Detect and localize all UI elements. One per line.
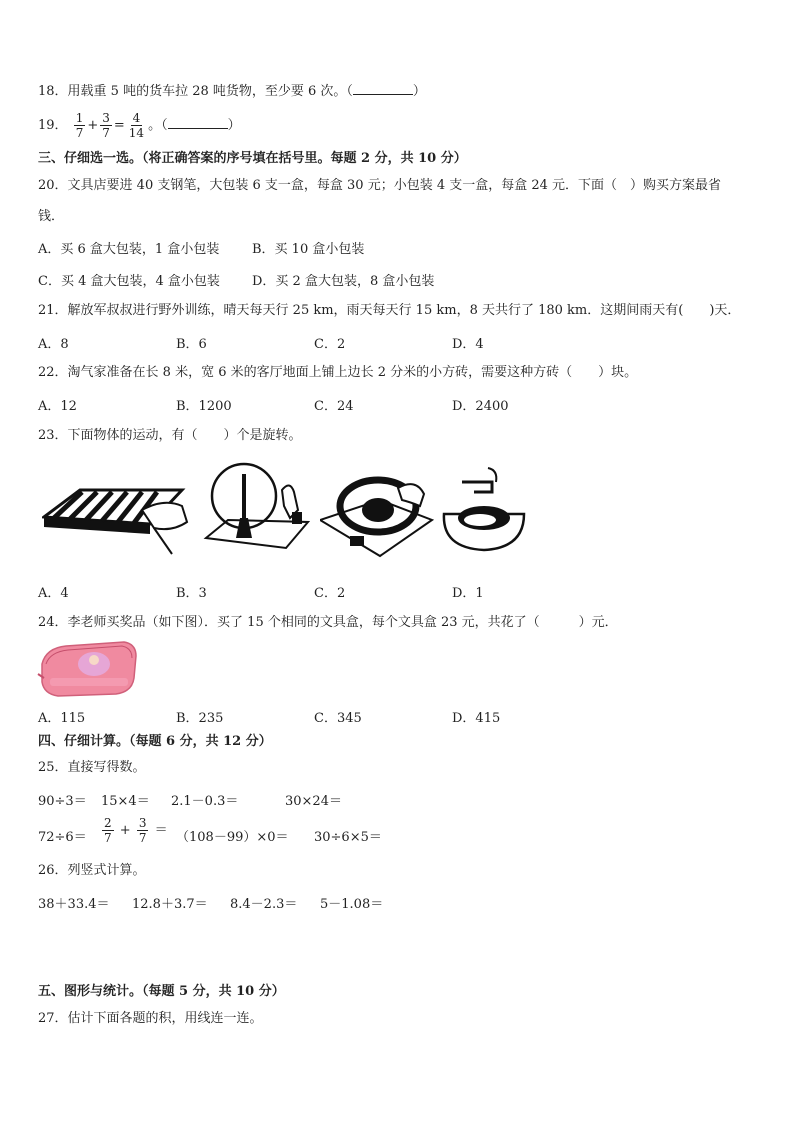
option-b[interactable]: B．3 bbox=[176, 586, 207, 601]
calc-item: 38＋33.4＝ bbox=[38, 897, 110, 912]
answer-blank[interactable] bbox=[353, 82, 413, 95]
option-a[interactable]: A．12 bbox=[38, 399, 77, 414]
question-20-line1: 20．文具店要进 40 支钢笔，大包装 6 支一盒，每盒 30 元；小包装 4 支一盒，每盒 24 元．下面（ ）购买方案最省 bbox=[38, 178, 722, 193]
calc-fraction-sum: $\frac{2}{7}$ + $\frac{3}{7}$ ＝ bbox=[104, 816, 168, 845]
question-23: 23．下面物体的运动，有（ ）个是旋转。 bbox=[38, 428, 302, 443]
option-d[interactable]: D．2400 bbox=[452, 399, 509, 414]
question-26: 26．列竖式计算。 bbox=[38, 863, 146, 878]
calc-item: 2.1－0.3＝ bbox=[171, 794, 239, 809]
question-21: 21．解放军叔叔进行野外训练，晴天每天行 25 km，雨天每天行 15 km，8 天共行了 180 km．这期间雨天有( )天． bbox=[38, 303, 741, 318]
pencil-case-image bbox=[36, 638, 140, 700]
option-c[interactable]: C．24 bbox=[314, 399, 354, 414]
option-d[interactable]: D．4 bbox=[452, 337, 484, 352]
question-24: 24．李老师买奖品（如下图）．买了 15 个相同的文具盒，每个文具盒 23 元，共花了（ ）元． bbox=[38, 615, 618, 630]
option-b[interactable]: B．买 10 盒小包装 bbox=[252, 242, 365, 257]
option-d[interactable]: D．1 bbox=[452, 586, 484, 601]
faucet-icon bbox=[438, 462, 533, 557]
section-3-heading: 三、仔细选一选。（将正确答案的序号填在括号里。每题 2 分，共 10 分） bbox=[38, 151, 467, 166]
abacus-icon bbox=[42, 462, 192, 557]
question-18-text: 18．用载重 5 吨的货车拉 28 吨货物，至少要 6 次。（ bbox=[38, 84, 353, 99]
fraction: $\frac{2}{7}$ bbox=[104, 816, 112, 845]
question-25: 25．直接写得数。 bbox=[38, 760, 146, 775]
question-19: 19． $\frac{1}{7}$ + $\frac{3}{7}$ = $\frac{4}{14}$ 。（ ） bbox=[38, 111, 241, 140]
fraction: $\frac{4}{14}$ bbox=[128, 111, 145, 140]
steering-wheel-icon bbox=[320, 460, 435, 560]
option-c[interactable]: C．345 bbox=[314, 711, 362, 726]
section-4-heading: 四、仔细计算。（每题 6 分，共 12 分） bbox=[38, 734, 272, 749]
option-b[interactable]: B．1200 bbox=[176, 399, 232, 414]
option-a[interactable]: A．115 bbox=[38, 711, 86, 726]
option-c[interactable]: C．买 4 盒大包装，4 盒小包装 bbox=[38, 274, 220, 289]
calc-item: 30×24＝ bbox=[285, 794, 342, 809]
fraction: $\frac{3}{7}$ bbox=[138, 816, 147, 845]
section-5-heading: 五、图形与统计。（每题 5 分，共 10 分） bbox=[38, 984, 285, 999]
option-b[interactable]: B．6 bbox=[176, 337, 207, 352]
question-22: 22．淘气家准备在长 8 米，宽 6 米的客厅地面上铺上边长 2 分米的小方砖，需要这种方砖（ ）块。 bbox=[38, 365, 638, 380]
calc-item: 72÷6＝ bbox=[38, 830, 87, 845]
option-b[interactable]: B．235 bbox=[176, 711, 224, 726]
calc-item: 8.4－2.3＝ bbox=[230, 897, 298, 912]
option-d[interactable]: D．买 2 盒大包装，8 盒小包装 bbox=[252, 274, 435, 289]
calc-item: 15×4＝ bbox=[101, 794, 150, 809]
option-a[interactable]: A．4 bbox=[38, 586, 69, 601]
option-c[interactable]: C．2 bbox=[314, 586, 346, 601]
calc-item: 30÷6×5＝ bbox=[314, 830, 382, 845]
option-a[interactable]: A．买 6 盒大包装，1 盒小包装 bbox=[38, 242, 220, 257]
fraction: $\frac{3}{7}$ bbox=[102, 111, 110, 140]
calc-item: 12.8＋3.7＝ bbox=[132, 897, 208, 912]
question-18: 18．用载重 5 吨的货车拉 28 吨货物，至少要 6 次。（ ） bbox=[38, 84, 426, 99]
question-20-line2: 钱． bbox=[38, 209, 65, 224]
option-a[interactable]: A．8 bbox=[38, 337, 69, 352]
calc-item: 5－1.08＝ bbox=[320, 897, 384, 912]
question-27: 27．估计下面各题的积，用线连一连。 bbox=[38, 1011, 263, 1026]
option-c[interactable]: C．2 bbox=[314, 337, 346, 352]
calc-item: 90÷3＝ bbox=[38, 794, 87, 809]
fraction: $\frac{1}{7}$ bbox=[75, 111, 84, 140]
calc-item: （108－99）×0＝ bbox=[176, 830, 289, 845]
answer-blank[interactable] bbox=[168, 116, 228, 129]
globe-icon bbox=[198, 460, 313, 560]
option-d[interactable]: D．415 bbox=[452, 711, 501, 726]
